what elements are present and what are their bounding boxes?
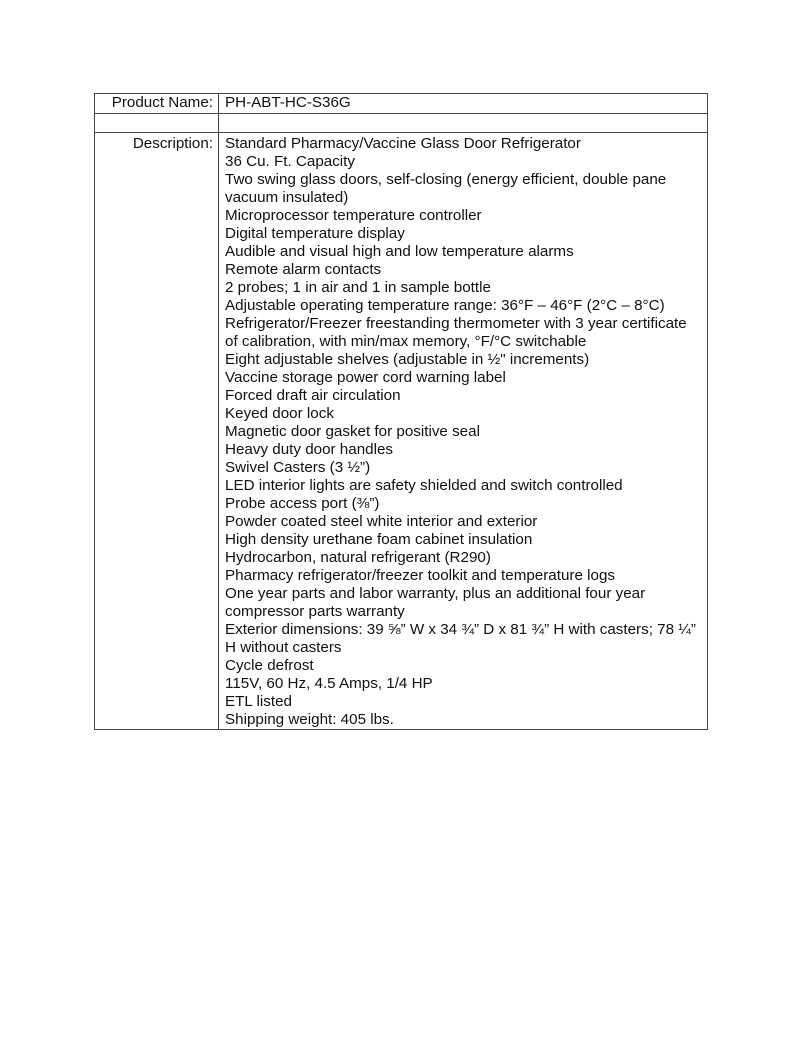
product-spec-table bbox=[94, 93, 708, 730]
description-item: Swivel Casters (3 ½”) bbox=[225, 459, 371, 476]
product-name-row bbox=[95, 94, 708, 114]
description-item: Remote alarm contacts bbox=[225, 261, 382, 278]
description-item: Cycle defrost bbox=[225, 657, 314, 674]
description-item: Digital temperature display bbox=[225, 225, 405, 242]
description-item: Adjustable operating temperature range: 36°F – 46°F (2°C – 8°C) bbox=[225, 297, 665, 314]
product-name-label: Product Name: bbox=[95, 94, 219, 114]
description-item: Eight adjustable shelves (adjustable in ½" increments) bbox=[225, 351, 590, 368]
description-item: Powder coated steel white interior and exterior bbox=[225, 513, 538, 530]
description-row bbox=[95, 133, 708, 730]
description-list bbox=[225, 135, 697, 729]
description-item: Vaccine storage power cord warning label bbox=[225, 369, 506, 386]
description-item: Refrigerator/Freezer freestanding thermometer with 3 year certificate of calibration, with min/max memory, °F/°C switchable bbox=[225, 315, 687, 350]
description-value bbox=[219, 133, 708, 730]
description-item: Magnetic door gasket for positive seal bbox=[225, 423, 480, 440]
spacer-label-cell bbox=[95, 114, 219, 133]
description-item: Pharmacy refrigerator/freezer toolkit and temperature logs bbox=[225, 567, 615, 584]
description-item: 36 Cu. Ft. Capacity bbox=[225, 153, 355, 170]
description-item: ETL listed bbox=[225, 693, 292, 710]
spacer-row bbox=[95, 114, 708, 133]
description-item: Two swing glass doors, self-closing (energy efficient, double pane vacuum insulated) bbox=[225, 171, 667, 206]
description-item: 2 probes; 1 in air and 1 in sample bottle bbox=[225, 279, 491, 296]
description-item: Standard Pharmacy/Vaccine Glass Door Refrigerator bbox=[225, 135, 581, 152]
description-item: Exterior dimensions: 39 ⅝” W x 34 ¾” D x 81 ¾” H with casters; 78 ¼” H without casters bbox=[225, 621, 696, 656]
description-item: Heavy duty door handles bbox=[225, 441, 394, 458]
description-item: High density urethane foam cabinet insulation bbox=[225, 531, 533, 548]
description-label: Description: bbox=[95, 133, 219, 730]
description-item: Audible and visual high and low temperature alarms bbox=[225, 243, 574, 260]
description-item: One year parts and labor warranty, plus an additional four year compressor parts warranty bbox=[225, 585, 646, 620]
description-item: Probe access port (⅜”) bbox=[225, 495, 380, 512]
description-item: Microprocessor temperature controller bbox=[225, 207, 482, 224]
spacer-value-cell bbox=[219, 114, 708, 133]
description-item: Hydrocarbon, natural refrigerant (R290) bbox=[225, 549, 491, 566]
product-name-value: PH-ABT-HC-S36G bbox=[219, 94, 708, 114]
description-item: Shipping weight: 405 lbs. bbox=[225, 711, 394, 728]
description-item: Forced draft air circulation bbox=[225, 387, 401, 404]
description-item: 115V, 60 Hz, 4.5 Amps, 1/4 HP bbox=[225, 675, 433, 692]
description-item: LED interior lights are safety shielded and switch controlled bbox=[225, 477, 623, 494]
description-item: Keyed door lock bbox=[225, 405, 334, 422]
